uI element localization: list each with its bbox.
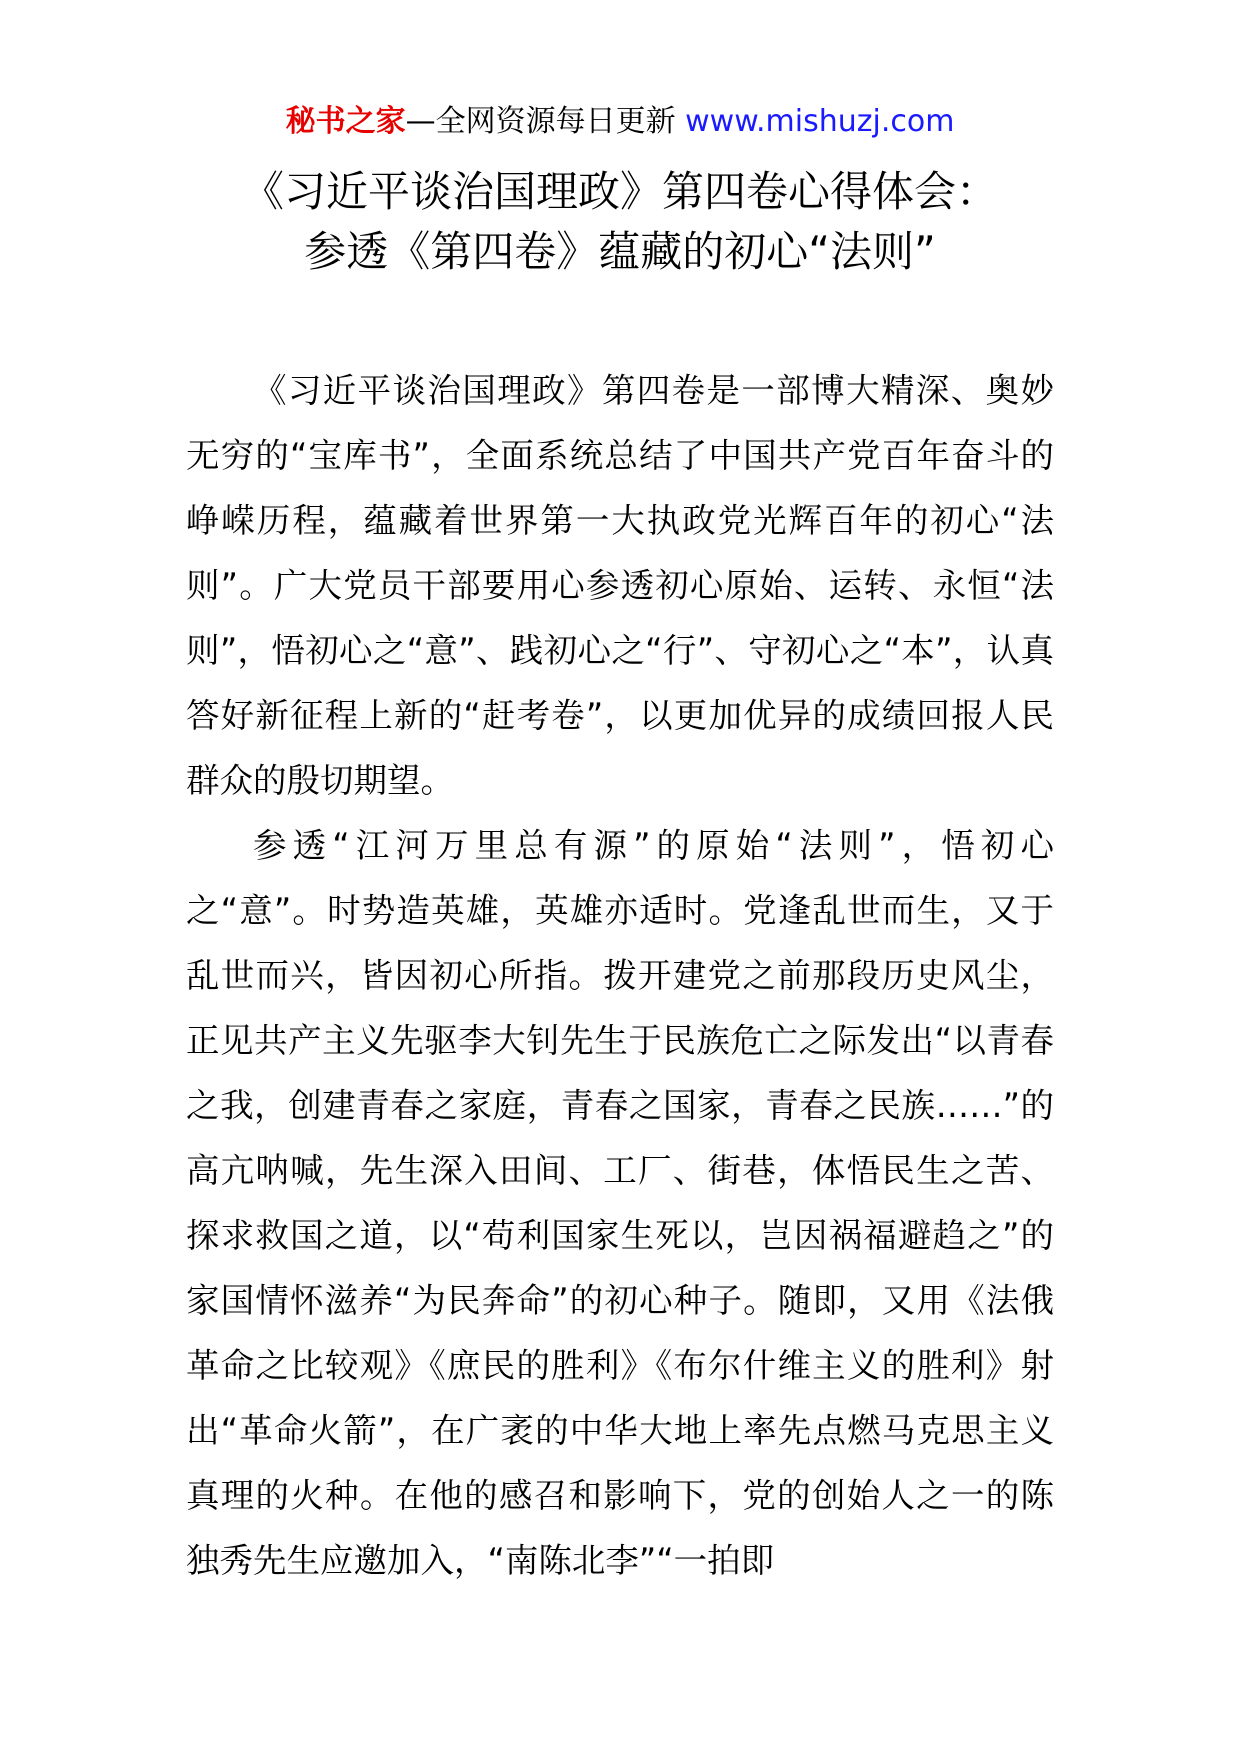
paragraph-1: 《习近平谈治国理政》第四卷是一部博大精深、奥妙无穷的“宝库书”，全面系统总结了中国共产党百年奋斗的峥嵘历程，蕴藏着世界第一大执政党光辉百年的初心“法则”。广大党员干部要用心参透初心原始、运转、永恒“法则”，悟初心之“意”、践初心之“行”、守初心之“本”，认真答好新征程上新的“赶考卷”，以更加优异的成绩回报人民群众的殷切期望。 [186,371,1054,800]
title-line-1: 《习近平谈治国理政》第四卷心得体会： [241,167,998,216]
paragraph-2: 参透“江河万里总有源”的原始“法则”，悟初心之“意”。时势造英雄，英雄亦适时。党逢乱世而生，又于乱世而兴，皆因初心所指。拨开建党之前那段历史风尘，正见共产主义先驱李大钊先生于民族危亡之际发出“以青春之我，创建青春之家庭，青春之国家，青春之民族……”的高亢呐喊，先生深入田间、工厂、街巷，体悟民生之苦、探求救国之道，以“苟利国家生死以，岂因祸福避趋之”的家国情怀滋养“为民奔命”的初心种子。随即，又用《法俄革命之比较观》《庶民的胜利》《布尔什维主义的胜利》射出“革命火箭”，在广袤的中华大地上率先点燃马克思主义真理的火种。在他的感召和影响下，党的创始人之一的陈独秀先生应邀加入，“南陈北李”“一拍即 [186,826,1054,1580]
site-brand: 秘书之家 [285,104,406,139]
site-header [0,100,1240,144]
site-tagline: —全网资源每日更新 [405,104,676,139]
document-body [186,358,1054,1593]
site-url-link[interactable]: www.mishuzj.com [685,104,955,139]
title-line-2: 参透《第四卷》蕴藏的初心“法则” [304,227,936,276]
document-title [0,162,1240,282]
